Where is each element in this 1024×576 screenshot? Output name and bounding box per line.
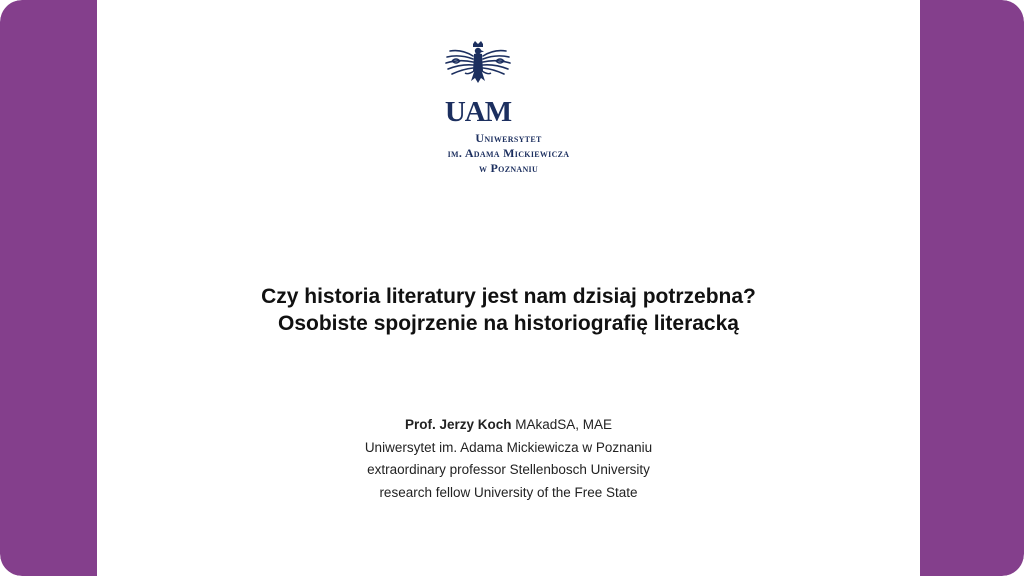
author-titles: MAkadSA, MAE — [511, 417, 613, 432]
uam-logo — [438, 41, 518, 127]
university-line-3: w Poznaniu — [478, 161, 539, 175]
author-block — [97, 414, 920, 504]
slide-title — [97, 283, 920, 337]
title-slide — [97, 0, 920, 576]
right-border — [920, 0, 1024, 576]
author-line — [97, 414, 920, 437]
author-name: Prof. Jerzy Koch — [404, 417, 512, 432]
eagle-emblem-icon — [438, 41, 518, 127]
author-affiliation-1: Uniwersytet im. Adama Mickiewicza w Poznaniu — [364, 439, 653, 455]
university-name — [97, 131, 920, 176]
title-line-1: Czy historia literatury jest nam dzisiaj potrzebna? — [261, 285, 756, 308]
university-line-1: Uniwersytet — [475, 131, 542, 145]
left-border — [0, 0, 97, 576]
author-affiliation-3: research fellow University of the Free State — [379, 484, 638, 500]
title-line-2: Osobiste spojrzenie na historiografię literacką — [278, 312, 739, 335]
university-line-2: im. Adama Mickiewicza — [447, 146, 570, 160]
author-affiliation-2: extraordinary professor Stellenbosch University — [367, 462, 650, 477]
logo-monogram: UAM — [444, 96, 512, 127]
